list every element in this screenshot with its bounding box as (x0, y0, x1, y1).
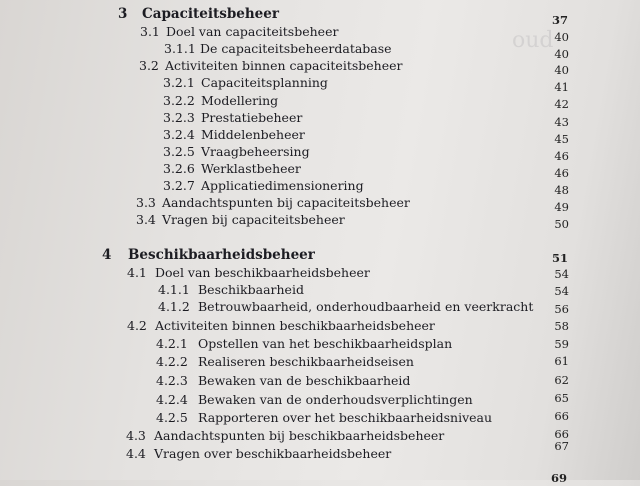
toc-entry (163, 93, 278, 109)
chapter-page: 51 (551, 251, 568, 265)
entry-page: 40 (554, 47, 569, 61)
chapter-title: Beschikbaarheidsbeheer (128, 247, 315, 263)
entry-title: Prestatiebeheer (201, 110, 303, 125)
entry-number: 3.2.5 (163, 144, 195, 159)
entry-number: 4.2.3 (156, 373, 188, 388)
entry-number: 3.2.6 (163, 161, 195, 176)
chapter-title: Capaciteitsbeheer (142, 6, 279, 22)
entry-page: 67 (554, 439, 569, 453)
entry-title: Betrouwbaarheid, onderhoudbaarheid en veerkracht (198, 299, 534, 314)
entry-page: 46 (554, 166, 569, 180)
toc-entry (163, 161, 301, 177)
toc-entry (163, 178, 364, 194)
chapter-heading (118, 6, 279, 22)
toc-entry (126, 428, 444, 444)
entry-page: 54 (554, 284, 569, 298)
entry-page: 66 (554, 409, 569, 423)
entry-page: 58 (554, 319, 569, 333)
entry-title: Werklastbeheer (201, 161, 301, 176)
entry-title: Middelenbeheer (201, 127, 305, 142)
entry-page: 41 (554, 80, 569, 94)
entry-page: 50 (554, 217, 569, 231)
toc-entry (163, 110, 302, 126)
entry-number: 3.2.3 (163, 110, 195, 125)
entry-page: 62 (554, 373, 569, 387)
entry-number: 4.1 (127, 265, 147, 280)
entry-page: 46 (554, 149, 569, 163)
entry-page: 54 (554, 267, 569, 281)
chapter-heading (102, 247, 315, 263)
toc-entry (136, 195, 410, 211)
entry-number: 3.1 (140, 24, 160, 39)
entry-title: Bewaken van de onderhoudsverplichtingen (198, 392, 473, 407)
cutoff-page-number: 69 (550, 471, 567, 485)
toc-entry (127, 265, 370, 281)
entry-page: 40 (554, 63, 569, 77)
entry-number: 4.4 (126, 446, 146, 461)
entry-number: 3.2 (139, 58, 159, 73)
entry-title: Activiteiten binnen capaciteitsbeheer (165, 58, 403, 73)
toc-entry (163, 144, 310, 160)
entry-title: Opstellen van het beschikbaarheidsplan (198, 336, 453, 351)
toc-entry (136, 212, 345, 228)
entry-title: Bewaken van de beschikbaarheid (198, 373, 411, 388)
entry-title: Aandachtspunten bij capaciteitsbeheer (162, 195, 410, 210)
entry-title: Realiseren beschikbaarheidseisen (198, 354, 414, 369)
entry-number: 3.2.4 (163, 127, 195, 142)
toc-entry (158, 282, 304, 298)
show-through-heading: oud (512, 28, 554, 53)
entry-number: 4.1.2 (158, 299, 190, 314)
toc-entry (156, 354, 414, 370)
entry-number: 3.1.1 (164, 41, 196, 56)
toc-entry (156, 373, 410, 389)
entry-page: 59 (554, 337, 569, 351)
entry-page: 48 (554, 183, 569, 197)
entry-number: 3.2.7 (163, 178, 195, 193)
entry-title: Doel van beschikbaarheidsbeheer (155, 265, 370, 280)
toc-entry (156, 336, 452, 352)
entry-page: 65 (554, 391, 569, 405)
entry-page: 43 (554, 115, 569, 129)
entry-page: 49 (554, 200, 569, 214)
entry-number: 4.2.1 (156, 336, 188, 351)
entry-number: 3.3 (136, 195, 156, 210)
toc-entry (164, 41, 392, 57)
chapter-number: 4 (102, 247, 112, 263)
entry-title: Modellering (201, 93, 279, 108)
toc-entry (163, 127, 305, 143)
toc-entry (140, 24, 338, 40)
entry-number: 4.3 (126, 428, 146, 443)
chapter-number: 3 (118, 6, 128, 22)
entry-number: 3.2.1 (163, 75, 195, 90)
entry-number: 3.2.2 (163, 93, 195, 108)
entry-page: 45 (554, 132, 569, 146)
entry-page: 61 (554, 354, 569, 368)
toc-entry (126, 446, 391, 462)
entry-title: Vragen bij capaciteitsbeheer (162, 212, 345, 227)
toc-entry (156, 410, 492, 426)
entry-number: 4.2.5 (156, 410, 188, 425)
entry-title: Vraagbeheersing (201, 144, 310, 159)
entry-page: 66 (554, 427, 569, 441)
entry-title: Doel van capaciteitsbeheer (166, 24, 339, 39)
entry-title: Capaciteitsplanning (201, 75, 328, 90)
chapter-page: 37 (551, 13, 568, 27)
toc-entry (158, 299, 533, 315)
entry-title: Rapporteren over het beschikbaarheidsniveau (198, 410, 493, 425)
entry-title: Aandachtspunten bij beschikbaarheidsbeheer (154, 428, 445, 443)
entry-title: Applicatiedimensionering (201, 178, 364, 193)
entry-page: 40 (554, 30, 569, 44)
entry-number: 4.2 (127, 318, 147, 333)
toc-entry (156, 392, 473, 408)
entry-number: 3.4 (136, 212, 156, 227)
toc-entry (139, 58, 402, 74)
entry-title: Beschikbaarheid (198, 282, 304, 297)
entry-title: De capaciteitsbeheerdatabase (200, 41, 392, 56)
entry-title: Vragen over beschikbaarheidsbeheer (154, 446, 392, 461)
entry-title: Activiteiten binnen beschikbaarheidsbeheer (155, 318, 435, 333)
entry-number: 4.2.4 (156, 392, 188, 407)
entry-page: 42 (554, 97, 569, 111)
entry-page: 56 (554, 302, 569, 316)
entry-number: 4.1.1 (158, 282, 190, 297)
toc-entry (127, 318, 435, 334)
entry-number: 4.2.2 (156, 354, 188, 369)
toc-entry (163, 75, 328, 91)
